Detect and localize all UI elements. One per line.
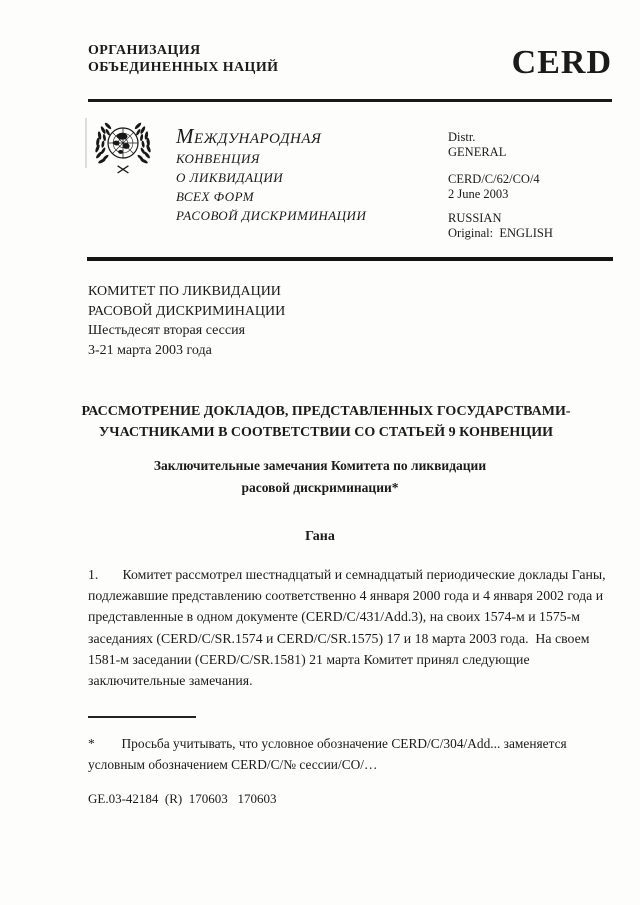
convention-line-2: КОНВЕНЦИЯ: [176, 151, 260, 166]
convention-line-3: О ЛИКВИДАЦИИ: [176, 170, 284, 185]
distr-type: GENERAL: [448, 145, 507, 159]
footnote-rule: [88, 716, 196, 718]
committee-name-line-1: КОМИТЕТ ПО ЛИКВИДАЦИИ: [88, 284, 281, 299]
paragraph-1-line-1: 1. Комитет рассмотрел шестнадцатый и семнадцатый периодические доклады Ганы,: [88, 567, 606, 582]
footnote: [88, 734, 567, 775]
title-line-1: РАССМОТРЕНИЕ ДОКЛАДОВ, ПРЕДСТАВЛЕННЫХ ГОСУДАРСТВАМИ-: [81, 404, 571, 419]
distr-label: Distr.: [448, 130, 476, 144]
session-number: Шестьдесят вторая сессия: [88, 323, 246, 338]
document-language: RUSSIAN: [448, 211, 502, 225]
org-name-line-1: ОРГАНИЗАЦИЯ: [88, 43, 201, 58]
document-date: 2 June 2003: [448, 187, 509, 201]
paragraph-1-line-2: подлежавшие представлению соответственно 4 января 2000 года и 4 января 2002 года и: [88, 588, 604, 604]
original-language: Original: ENGLISH: [448, 226, 553, 240]
convention-line-5: РАСОВОЙ ДИСКРИМИНАЦИИ: [176, 208, 367, 223]
report-subtitle: [0, 455, 640, 498]
report-title: [12, 401, 640, 443]
masthead-rule: [87, 257, 613, 261]
paragraph-1-line-6: заключительные замечания.: [88, 673, 253, 689]
distribution-block: [448, 130, 553, 241]
header-org-name: [88, 42, 278, 76]
convention-line-1: МЕЖДУНАРОДНАЯ: [176, 124, 322, 148]
country-heading: Гана: [305, 529, 335, 544]
un-emblem-icon: [90, 116, 156, 182]
footnote-line-1: * Просьба учитывать, что условное обозначение CERD/C/304/Add... заменяется: [88, 736, 567, 751]
convention-title: [176, 124, 367, 225]
footnote-line-2: условным обозначением CERD/C/№ сессии/CO/…: [88, 756, 378, 772]
org-name-line-2: ОБЪЕДИНЕННЫХ НАЦИЙ: [88, 60, 279, 75]
scan-artifact-line: [85, 118, 87, 168]
header-rule: [88, 99, 612, 102]
paragraph-1-line-3: представленные в одном документе (CERD/C/431/Add.3), на своих 1574-м и 1575-м: [88, 609, 580, 625]
committee-name-line-2: РАСОВОЙ ДИСКРИМИНАЦИИ: [88, 303, 286, 319]
paragraph-1: [88, 564, 606, 691]
convention-line-4: ВСЕХ ФОРМ: [176, 189, 255, 204]
footer-reference: GE.03-42184 (R) 170603 170603: [88, 791, 277, 806]
paragraph-1-line-5: 1581-м заседании (CERD/C/SR.1581) 21 марта Комитет принял следующие: [88, 651, 530, 667]
subtitle-line-1: Заключительные замечания Комитета по ликвидации: [153, 458, 487, 473]
doc-code: CERD: [511, 44, 612, 81]
committee-session-block: [88, 282, 285, 360]
session-dates: 3-21 марта 2003 года: [88, 342, 212, 358]
document-symbol: CERD/C/62/CO/4: [448, 172, 540, 186]
paragraph-1-line-4: заседаниях (CERD/C/SR.1574 и CERD/C/SR.1575) 17 и 18 марта 2003 года. На своем: [88, 630, 590, 646]
subtitle-line-2: расовой дискриминации*: [241, 479, 399, 495]
title-line-2: УЧАСТНИКАМИ В СООТВЕТСТВИИ СО СТАТЬЕЙ 9 КОНВЕНЦИИ: [99, 425, 553, 440]
